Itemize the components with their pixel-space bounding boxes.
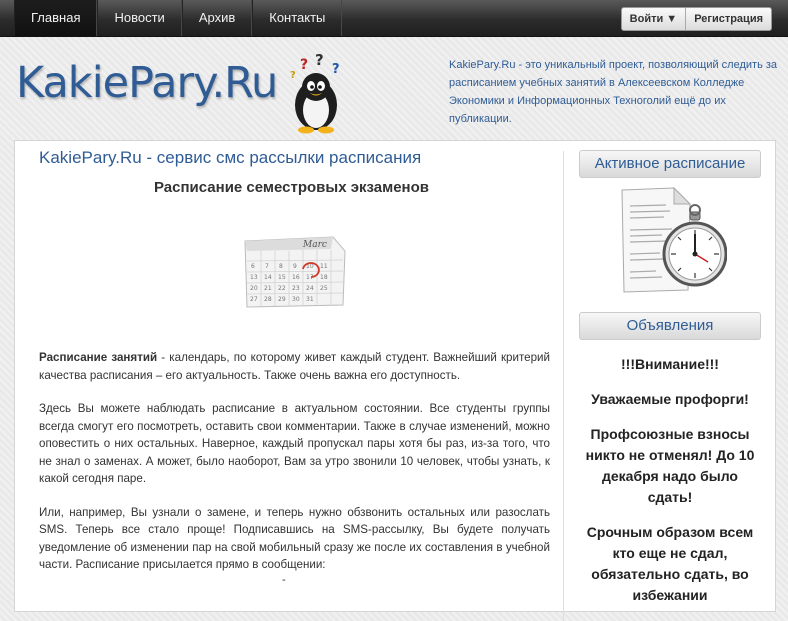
intro-text: - календарь, по которому живет каждый студент. Важнейший критерий качества расписания – его актуальность. Также очень важна его доступность.	[39, 351, 551, 382]
svg-text:20: 20	[250, 285, 258, 292]
auth-buttons	[621, 7, 772, 31]
register-button[interactable]: Регистрация	[694, 13, 763, 25]
svg-text:?: ?	[300, 57, 309, 73]
top-navigation-bar	[0, 0, 788, 37]
nav-item-news[interactable]: Новости	[97, 0, 181, 36]
svg-text:22: 22	[278, 285, 286, 292]
article-body	[39, 349, 550, 590]
nav-item-home[interactable]: Главная	[14, 0, 97, 36]
section-title: Расписание семестровых экзаменов	[154, 179, 429, 196]
notice-line: Уважаемые профорги!	[591, 391, 749, 407]
svg-text:10: 10	[306, 263, 314, 270]
trailing-mark: -	[282, 574, 286, 586]
svg-text:18: 18	[320, 274, 328, 281]
content-panel	[14, 140, 776, 612]
svg-text:31: 31	[306, 296, 314, 303]
main-menu	[14, 0, 342, 36]
notice-line: Профсоюзные взносы никто не отменял! До 10 декабря надо было сдать!	[585, 426, 755, 505]
svg-text:29: 29	[278, 296, 286, 303]
paragraph-sms: Или, например, Вы узнали о замене, и теперь нужно обзвонить остальных или разослать SMS. Теперь все стало проще! Подписавшись на SMS-рассылку, Вы будете получать уведомление об изменении пар на свой мобильный сразу же после их составления в учебной части. Расписание присылается прямо в сообщении:	[39, 505, 550, 571]
active-schedule-heading[interactable]: Активное расписание	[579, 150, 761, 178]
svg-text:17: 17	[306, 274, 314, 281]
site-description: KakiePary.Ru - это уникальный проект, позволяющий следить за расписанием учебных занятий в Алексеевском Колледже Экономики и Информационных Техноголий ещё до их публикации.	[449, 59, 778, 125]
svg-text:23: 23	[292, 285, 300, 292]
announcement-text	[580, 354, 760, 620]
nav-item-contacts[interactable]: Контакты	[252, 0, 342, 36]
announcements-heading: Объявления	[579, 312, 761, 340]
paragraph-actual: Здесь Вы можете наблюдать расписание в актуальном состоянии. Все студенты группы всегда смогут его посмотреть, оставить свои комментарии. Также в случае изменений, можно оповестить о них остальных. Наверное, каждый пропускал пары хотя бы раз, из-за того, что не знал о заменах. А может, было наоборот, Вам за утро звонили 10 человек, чтобы узнать, к какой сегодня паре.	[39, 402, 550, 485]
calendar-icon	[241, 233, 347, 309]
svg-text:30: 30	[292, 296, 300, 303]
svg-text:24: 24	[306, 285, 314, 292]
penguin-question-icon	[282, 53, 352, 135]
nav-item-archive[interactable]: Архив	[182, 0, 252, 36]
svg-text:?: ?	[315, 53, 324, 69]
svg-text:13: 13	[250, 274, 258, 281]
notice-line: !!!Внимание!!!	[621, 356, 719, 372]
schedule-stopwatch-icon[interactable]	[612, 182, 727, 297]
site-logo[interactable]: KakiePary.Ru	[16, 58, 278, 108]
intro-bold: Расписание занятий	[39, 351, 158, 364]
svg-text:?: ?	[332, 62, 340, 77]
svg-text:21: 21	[264, 285, 272, 292]
svg-text:11: 11	[320, 263, 328, 270]
paragraph-intro	[39, 349, 550, 384]
notice-line: Срочным образом всем кто еще не сдал, обязательно сдать, во избежании	[586, 524, 754, 603]
page-title: KakiePary.Ru - сервис смс рассылки расписания	[39, 148, 422, 167]
login-button[interactable]: Войти ▼	[622, 8, 687, 30]
svg-text:?: ?	[290, 70, 296, 81]
svg-text:6: 6	[251, 263, 255, 270]
svg-text:14: 14	[264, 274, 272, 281]
svg-text:28: 28	[264, 296, 272, 303]
svg-text:9: 9	[293, 263, 297, 270]
svg-text:27: 27	[250, 296, 258, 303]
column-divider	[563, 151, 564, 621]
svg-text:16: 16	[292, 274, 300, 281]
svg-text:15: 15	[278, 274, 286, 281]
svg-text:7: 7	[265, 263, 269, 270]
svg-text:8: 8	[279, 263, 283, 270]
svg-text:25: 25	[320, 285, 328, 292]
svg-text:Marc: Marc	[303, 240, 327, 250]
